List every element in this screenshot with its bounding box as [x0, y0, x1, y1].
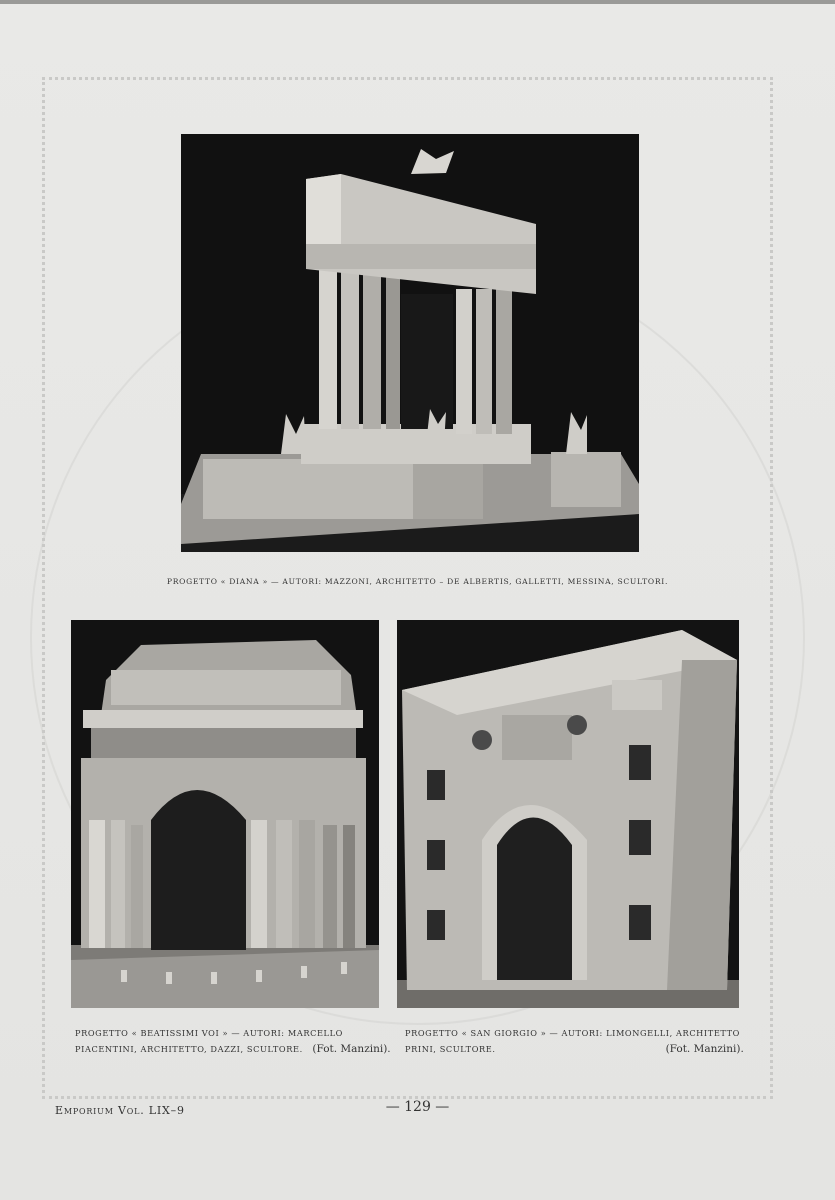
photo-diana-monument — [181, 134, 639, 552]
arch-san-giorgio-photo — [397, 620, 739, 1008]
caption-san-giorgio-line-2 — [405, 1041, 744, 1057]
caption-beatissimi — [75, 1025, 391, 1057]
journal-reference: Emporium Vol. LIX–9 — [55, 1104, 185, 1117]
photo-san-giorgio-arch — [397, 620, 739, 1008]
page-number: — 129 — — [385, 1099, 450, 1115]
photo-credit: (Fot. Manzini). — [665, 1043, 744, 1055]
arch-beatissimi-photo — [71, 620, 379, 1008]
caption-san-giorgio — [405, 1025, 744, 1057]
caption-beatissimi-line-1: PROGETTO « BEATISSIMI VOI » — AUTORI: MARCELLO — [75, 1028, 343, 1038]
photo-credit: (Fot. Manzini). — [312, 1043, 391, 1055]
caption-san-giorgio-line-1: PROGETTO « SAN GIORGIO » — AUTORI: LIMONGELLI, ARCHITETTO — [405, 1028, 740, 1038]
photo-beatissimi-arch — [71, 620, 379, 1008]
caption-beatissimi-line-2-text: PIACENTINI, ARCHITETTO, DAZZI, SCULTORE. — [75, 1044, 303, 1054]
page-top-edge — [0, 0, 835, 4]
caption-beatissimi-line-2 — [75, 1041, 391, 1057]
monument-diana-photo — [181, 134, 639, 552]
caption-san-giorgio-line-2-text: PRINI, SCULTORE. — [405, 1044, 496, 1054]
caption-diana: PROGETTO « DIANA » — AUTORI: MAZZONI, ARCHITETTO – DE ALBERTIS, GALLETTI, MESSINA, SCULTORI. — [166, 577, 669, 586]
